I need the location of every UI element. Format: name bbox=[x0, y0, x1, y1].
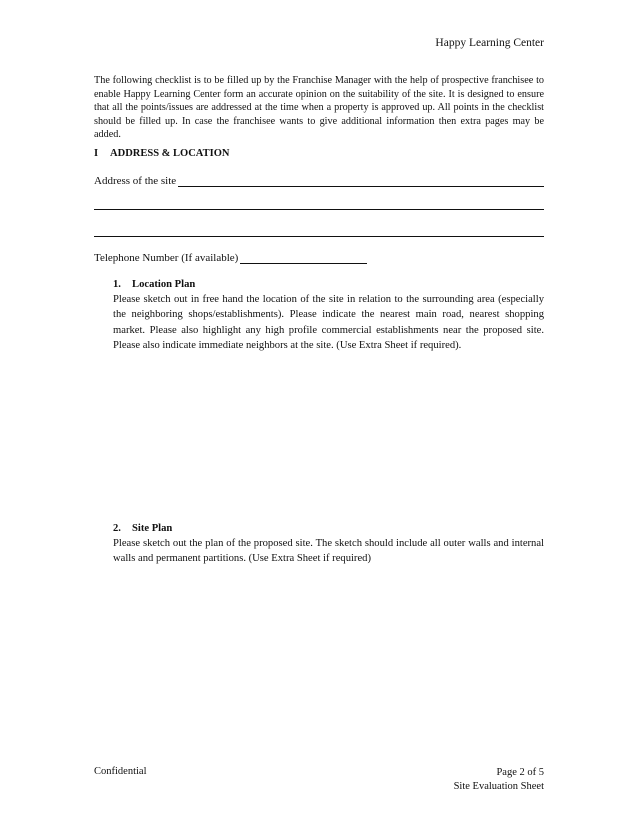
address-line-3[interactable] bbox=[94, 236, 544, 237]
telephone-field bbox=[94, 252, 367, 264]
address-line-1[interactable] bbox=[178, 175, 544, 187]
page-header: Happy Learning Center bbox=[435, 37, 544, 49]
footer-page-info bbox=[454, 766, 544, 793]
section-title: ADDRESS & LOCATION bbox=[110, 148, 230, 159]
address-field bbox=[94, 175, 544, 187]
section-number: I bbox=[94, 148, 99, 159]
page-number: Page 2 of 5 bbox=[496, 767, 544, 778]
address-label: Address of the site bbox=[94, 175, 177, 187]
location-plan-item bbox=[113, 277, 544, 353]
site-plan-title: 2. Site Plan bbox=[113, 523, 173, 534]
document-name: Site Evaluation Sheet bbox=[453, 780, 544, 792]
telephone-label: Telephone Number (If available) bbox=[94, 252, 239, 264]
section-heading bbox=[94, 148, 229, 159]
location-plan-body: Please sketch out in free hand the location of the site in relation to the surrounding area (especially the neighboring shops/establishments). Please indicate the nearest main road, nearest shopping market. Please also highlight any high profile commercial establishments near the proposed site. Please also indicate immediate neighbors at the site. (Use Extra Sheet if required). bbox=[113, 294, 544, 351]
telephone-line[interactable] bbox=[240, 252, 367, 264]
footer-confidential: Confidential bbox=[94, 766, 147, 777]
site-plan-item bbox=[113, 521, 544, 567]
address-line-2[interactable] bbox=[94, 209, 544, 210]
site-plan-body: Please sketch out the plan of the proposed site. The sketch should include all outer walls and internal walls and permanent partitions. (Use Extra Sheet if required) bbox=[113, 538, 544, 565]
location-plan-title: 1. Location Plan bbox=[113, 279, 196, 290]
intro-paragraph: The following checklist is to be filled up by the Franchise Manager with the help of prospective franchisee to enable Happy Learning Center form an accurate opinion on the suitability of the site. It is designed to ensure that all the points/issues are addressed at the time when a property is approved up. All points in the checklist should be filled up. In case the franchisee wants to give additional information then extra pages may be added. bbox=[94, 75, 544, 141]
